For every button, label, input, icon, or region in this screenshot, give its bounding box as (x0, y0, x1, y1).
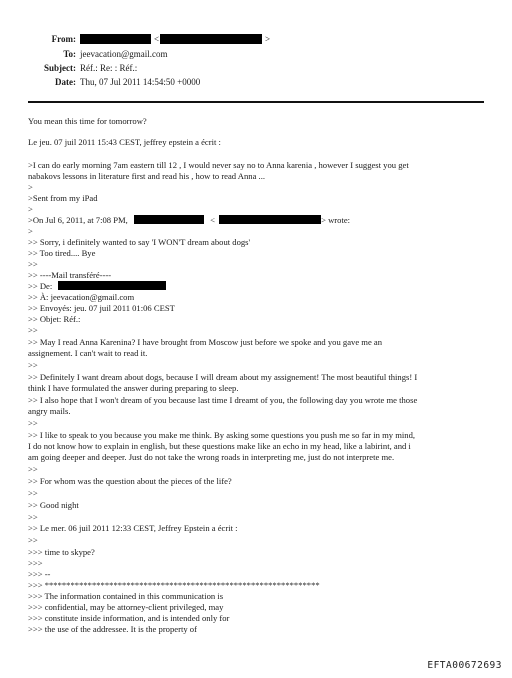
body-line: >> (28, 535, 38, 545)
body-line: >Sent from my iPad (28, 193, 98, 203)
body-line-with-redaction (28, 215, 490, 226)
body-line: >> Le mer. 06 juil 2011 12:33 CEST, Jeffrey Epstein a écrit : (28, 523, 238, 533)
to-label: To: (63, 49, 76, 59)
redacted-email (219, 215, 321, 224)
body-line: >>> The information contained in this communication is (28, 591, 224, 601)
body-line: >> Good night (28, 500, 79, 510)
body-line: >>> confidential, may be attorney-client privileged, may (28, 602, 224, 612)
from-lt: < (154, 34, 160, 44)
body-line: >>> -- (28, 569, 51, 579)
body-line: >> I also hope that I won't dream of you because last time I dreamt of you, the following day you wrote me those (28, 395, 418, 405)
body-line: > (28, 226, 33, 236)
from-gt: > (265, 34, 271, 44)
body-line: assignement. I can't wait to read it. (28, 348, 148, 358)
body-line: >> (28, 259, 38, 269)
body-line: Le jeu. 07 juil 2011 15:43 CEST, jeffrey epstein a écrit : (28, 137, 221, 147)
subject-value: Réf.: Re: : Réf.: (80, 63, 138, 73)
body-line: > (28, 204, 33, 214)
body-line: >>> the use of the addressee. It is the property of (28, 624, 197, 634)
body-line: >> Too tired.... Bye (28, 248, 96, 258)
body-line: >> May I read Anna Karenina? I have brought from Moscow just before we spoke and you gave me an (28, 337, 383, 347)
date-label: Date: (55, 77, 76, 87)
body-line: >> Sorry, i definitely wanted to say 'I WON'T dream about dogs' (28, 237, 251, 247)
quoted-wrote: > wrote: (321, 215, 351, 225)
body-line: nabakovs lessons in literature first and read his , how to read Anna ... (28, 171, 265, 181)
from-label: From: (51, 34, 76, 44)
date-value: Thu, 07 Jul 2011 14:54:50 +0000 (80, 77, 201, 87)
body-line: >> (28, 464, 38, 474)
body-line: >> (28, 325, 38, 335)
body-line: >> (28, 418, 38, 428)
body-line: >> (28, 360, 38, 370)
redacted-sender-email (160, 34, 262, 44)
redacted-sender-name (80, 34, 151, 44)
body-line: >> I like to speak to you because you make me think. By asking some questions you push me so far in my mind, (28, 430, 416, 440)
body-line: > (28, 182, 33, 192)
redacted-de (58, 281, 166, 290)
body-line: >>> time to skype? (28, 547, 95, 557)
body-line: think I have formulated the answer during preparing to sleep. (28, 383, 239, 393)
body-line-with-redaction (28, 281, 490, 292)
body-line: >> (28, 512, 38, 522)
body-line: am going deeper and deeper. Just do not take the wrong roads in interpreting me, just do not interprete me. (28, 452, 395, 462)
body-line: >> À: jeevacation@gmail.com (28, 292, 135, 302)
document-id: EFTA00672693 (427, 660, 502, 671)
subject-label: Subject: (44, 63, 76, 73)
body-line: >> Definitely I want dream about dogs, because I will dream about my assignement! The most beautiful things! I (28, 372, 418, 382)
body-line: >> Envoyés: jeu. 07 juil 2011 01:06 CEST (28, 303, 175, 313)
body-line: >>> **************************************************************** (28, 580, 320, 590)
body-line: >> (28, 488, 38, 498)
body-line: >> Objet: Réf.: (28, 314, 81, 324)
quoted-lt: < (210, 215, 215, 225)
de-label: >> De: (28, 281, 53, 291)
body-line: I do not know how to explain in english, but these questions make like an echo in my head, like a labirint, and i (28, 441, 411, 451)
to-value: jeevacation@gmail.com (80, 49, 168, 59)
body-line: angry mails. (28, 406, 71, 416)
body-line: >I can do early morning 7am eastern till 12 , I would never say no to Anna karenia , however I suggest you get (28, 160, 409, 170)
body-line: >> For whom was the question about the pieces of the life? (28, 476, 232, 486)
redacted-name (134, 215, 204, 224)
body-line: >>> constitute inside information, and is intended only for (28, 613, 230, 623)
quoted-on-date: >On Jul 6, 2011, at 7:08 PM, (28, 215, 128, 225)
body-line: >>> (28, 558, 43, 568)
body-line: >> ----Mail transféré---- (28, 270, 112, 280)
body-line: You mean this time for tomorrow? (28, 116, 147, 126)
header-divider (28, 101, 484, 103)
